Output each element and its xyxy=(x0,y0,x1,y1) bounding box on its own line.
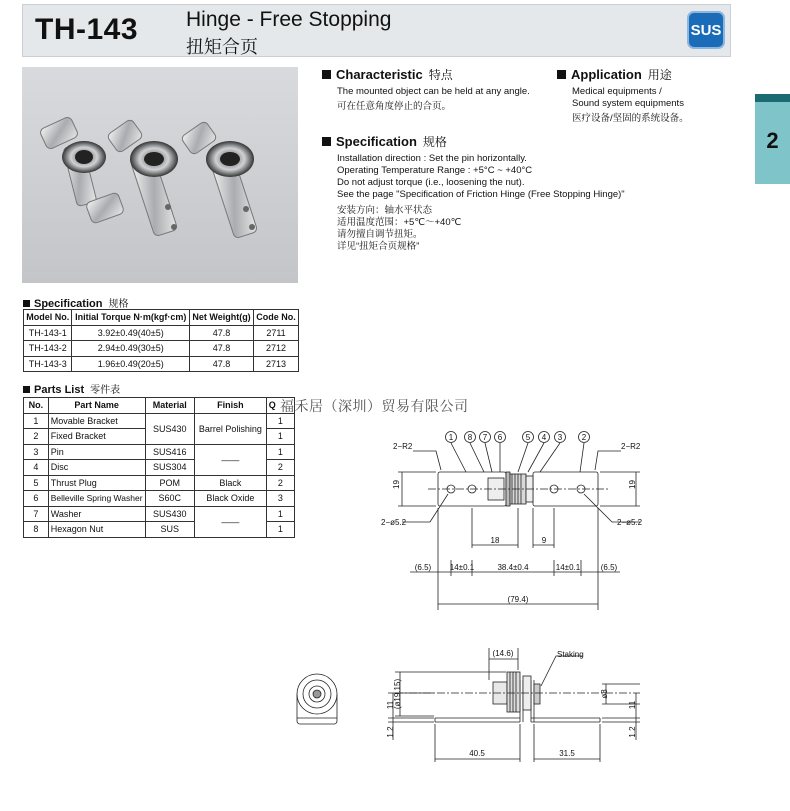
cell-part-name: Fixed Bracket xyxy=(48,429,145,445)
cell-no: 3 xyxy=(24,444,49,460)
spec-table-title: Specification xyxy=(34,298,103,310)
chapter-number: 2 xyxy=(766,128,779,153)
dim-1-2-left-label: 1.2 xyxy=(386,726,395,738)
application-line-2: Sound system equipments xyxy=(572,98,684,109)
col-code-no: Code No. xyxy=(254,310,299,326)
balloon-label: 5 xyxy=(525,433,531,442)
dim-18-label: 18 xyxy=(490,536,500,545)
dim-11-left-label: 11 xyxy=(386,700,395,710)
height-left-label: 19 xyxy=(392,480,401,489)
cell-part-name: Belleville Spring Washer xyxy=(48,491,145,507)
cell-code: 2713 xyxy=(254,356,299,372)
specification-title: Specification xyxy=(336,134,417,149)
dim-14-right-label: 14±0.1 xyxy=(555,563,581,572)
cell-material: S60C xyxy=(145,491,194,507)
dia-8-label: ø8 xyxy=(600,689,609,699)
cell-part-name: Hexagon Nut xyxy=(48,522,145,538)
cell-material: SUS xyxy=(145,522,194,538)
col-part-name: Part Name xyxy=(48,398,145,414)
cell-qty: 1 xyxy=(266,444,294,460)
cell-no: 5 xyxy=(24,475,49,491)
spec-line-4: See the page "Specification of Friction Hinge (Free Stopping Hinge)" xyxy=(337,189,625,200)
cell-finish: Barrel Polishing xyxy=(194,413,266,444)
col-model-no: Model No. xyxy=(24,310,72,326)
dia-19-15-label: (ø19.15) xyxy=(393,678,402,710)
cell-no: 7 xyxy=(24,506,49,522)
balloon-1 xyxy=(446,432,457,443)
col-finish: Finish xyxy=(194,398,266,414)
spec-line-cn-2: 适用温度范围：+5℃～+40℃ xyxy=(337,217,462,228)
balloon-3 xyxy=(555,432,566,443)
cell-part-name: Disc xyxy=(48,460,145,476)
cell-finish: Black xyxy=(194,475,266,491)
staking-label: Staking xyxy=(557,650,584,659)
cell-part-name: Movable Bracket xyxy=(48,413,145,429)
cell-material: POM xyxy=(145,475,194,491)
dim-14-6-label: (14.6) xyxy=(492,649,514,658)
parts-list-title: Parts List xyxy=(34,384,85,396)
balloon-label: 8 xyxy=(467,433,473,442)
radius-left-label: 2−R2 xyxy=(393,442,413,451)
spec-line-1: Installation direction : Set the pin horizontally. xyxy=(337,153,527,164)
spec-line-cn-1: 安装方向：轴水平状态 xyxy=(337,205,433,216)
parts-list-title-cn: 零件表 xyxy=(90,385,121,396)
cell-no: 8 xyxy=(24,522,49,538)
cell-qty: 2 xyxy=(266,475,294,491)
spec-line-cn-4: 详见“扭矩合页规格” xyxy=(337,241,420,252)
col-qty: Q xyxy=(266,398,294,414)
dim-6-5-right-label: (6.5) xyxy=(600,563,618,572)
dim-40-5-label: 40.5 xyxy=(469,749,485,758)
characteristic-text-en: The mounted object can be held at any angle. xyxy=(337,86,530,97)
drawing-top-labels xyxy=(381,432,643,605)
cell-finish: —— xyxy=(194,444,266,475)
characteristic-text-cn: 可在任意角度停止的合页。 xyxy=(337,101,452,112)
balloon-label: 3 xyxy=(557,433,563,442)
cell-qty: 1 xyxy=(266,429,294,445)
balloon-7 xyxy=(480,432,491,443)
cell-code: 2712 xyxy=(254,341,299,357)
spec-line-cn-3: 请勿擅自调节扭矩。 xyxy=(337,229,423,240)
radius-right-label: 2−R2 xyxy=(621,442,641,451)
height-right-label: 19 xyxy=(628,480,637,489)
cell-qty: 1 xyxy=(266,522,294,538)
balloon-label: 6 xyxy=(497,433,503,442)
cell-model: TH-143-1 xyxy=(24,325,72,341)
dim-9-label: 9 xyxy=(541,536,547,545)
characteristic-title-cn: 特点 xyxy=(428,68,453,82)
model-number: TH-143 xyxy=(35,13,139,46)
col-no: No. xyxy=(24,398,49,414)
spec-line-2: Operating Temperature Range : +5°C ~ +40°C xyxy=(337,165,533,176)
cell-qty: 2 xyxy=(266,460,294,476)
cell-material: SUS304 xyxy=(145,460,194,476)
dim-14-left-label: 14±0.1 xyxy=(449,563,475,572)
application-line-1: Medical equipments / xyxy=(572,86,662,97)
cell-torque: 1.96±0.49(20±5) xyxy=(72,356,190,372)
balloon-8 xyxy=(465,432,476,443)
application-title-cn: 用途 xyxy=(647,68,672,82)
application-title: Application xyxy=(571,67,642,82)
spec-table-title-cn: 规格 xyxy=(108,299,129,310)
balloon-6 xyxy=(495,432,506,443)
cell-torque: 3.92±0.49(40±5) xyxy=(72,325,190,341)
cell-part-name: Washer xyxy=(48,506,145,522)
col-initial-torque: Initial Torque N·m(kgf·cm) xyxy=(72,310,190,326)
cell-qty: 1 xyxy=(266,506,294,522)
dim-11-right-label: 11 xyxy=(628,700,637,710)
cell-no: 2 xyxy=(24,429,49,445)
specification-title-cn: 规格 xyxy=(422,135,447,149)
characteristic-title: Characteristic xyxy=(336,67,423,82)
balloon-label: 1 xyxy=(448,433,454,442)
dim-overall-label: (79.4) xyxy=(507,595,529,604)
drawing-side-view xyxy=(297,674,337,724)
cell-weight: 47.8 xyxy=(190,341,254,357)
cell-no: 6 xyxy=(24,491,49,507)
balloon-2 xyxy=(579,432,590,443)
dim-38-4-label: 38.4±0.4 xyxy=(497,563,529,572)
col-material: Material xyxy=(145,398,194,414)
cell-material: SUS430 xyxy=(145,413,194,444)
cell-part-name: Pin xyxy=(48,444,145,460)
cell-weight: 47.8 xyxy=(190,356,254,372)
cell-no: 4 xyxy=(24,460,49,476)
col-net-weight: Net Weight(g) xyxy=(190,310,254,326)
cell-material: SUS430 xyxy=(145,506,194,522)
sus-badge: SUS xyxy=(687,11,725,49)
watermark-text: 福禾居（深圳）贸易有限公司 xyxy=(280,398,469,414)
balloon-5 xyxy=(523,432,534,443)
balloon-label: 7 xyxy=(482,433,488,442)
drawing-front-view xyxy=(388,648,640,762)
cell-material: SUS416 xyxy=(145,444,194,460)
spec-line-3: Do not adjust torque (i.e., loosening the nut). xyxy=(337,177,525,188)
drawing-top-view xyxy=(398,443,640,610)
product-title-en: Hinge - Free Stopping xyxy=(186,8,392,31)
dim-1-2-right-label: 1.2 xyxy=(628,726,637,738)
balloon-label: 4 xyxy=(541,433,547,442)
cell-part-name: Thrust Plug xyxy=(48,475,145,491)
hole-left-label: 2−ø5.2 xyxy=(381,518,407,527)
cell-finish: Black Oxide xyxy=(194,491,266,507)
cell-no: 1 xyxy=(24,413,49,429)
balloon-4 xyxy=(539,432,550,443)
cell-finish: —— xyxy=(194,506,266,537)
cell-model: TH-143-2 xyxy=(24,341,72,357)
dim-6-5-left-label: (6.5) xyxy=(414,563,432,572)
cell-model: TH-143-3 xyxy=(24,356,72,372)
cell-qty: 1 xyxy=(266,413,294,429)
cell-torque: 2.94±0.49(30±5) xyxy=(72,341,190,357)
application-line-3: 医疗设备/坚固的系统设备。 xyxy=(572,113,689,124)
cell-qty: 3 xyxy=(266,491,294,507)
dim-31-5-label: 31.5 xyxy=(559,749,575,758)
balloon-label: 2 xyxy=(581,433,587,442)
cell-weight: 47.8 xyxy=(190,325,254,341)
hole-right-label: 2−ø5.2 xyxy=(617,518,643,527)
product-title-cn: 扭矩合页 xyxy=(186,37,258,57)
cell-code: 2711 xyxy=(254,325,299,341)
